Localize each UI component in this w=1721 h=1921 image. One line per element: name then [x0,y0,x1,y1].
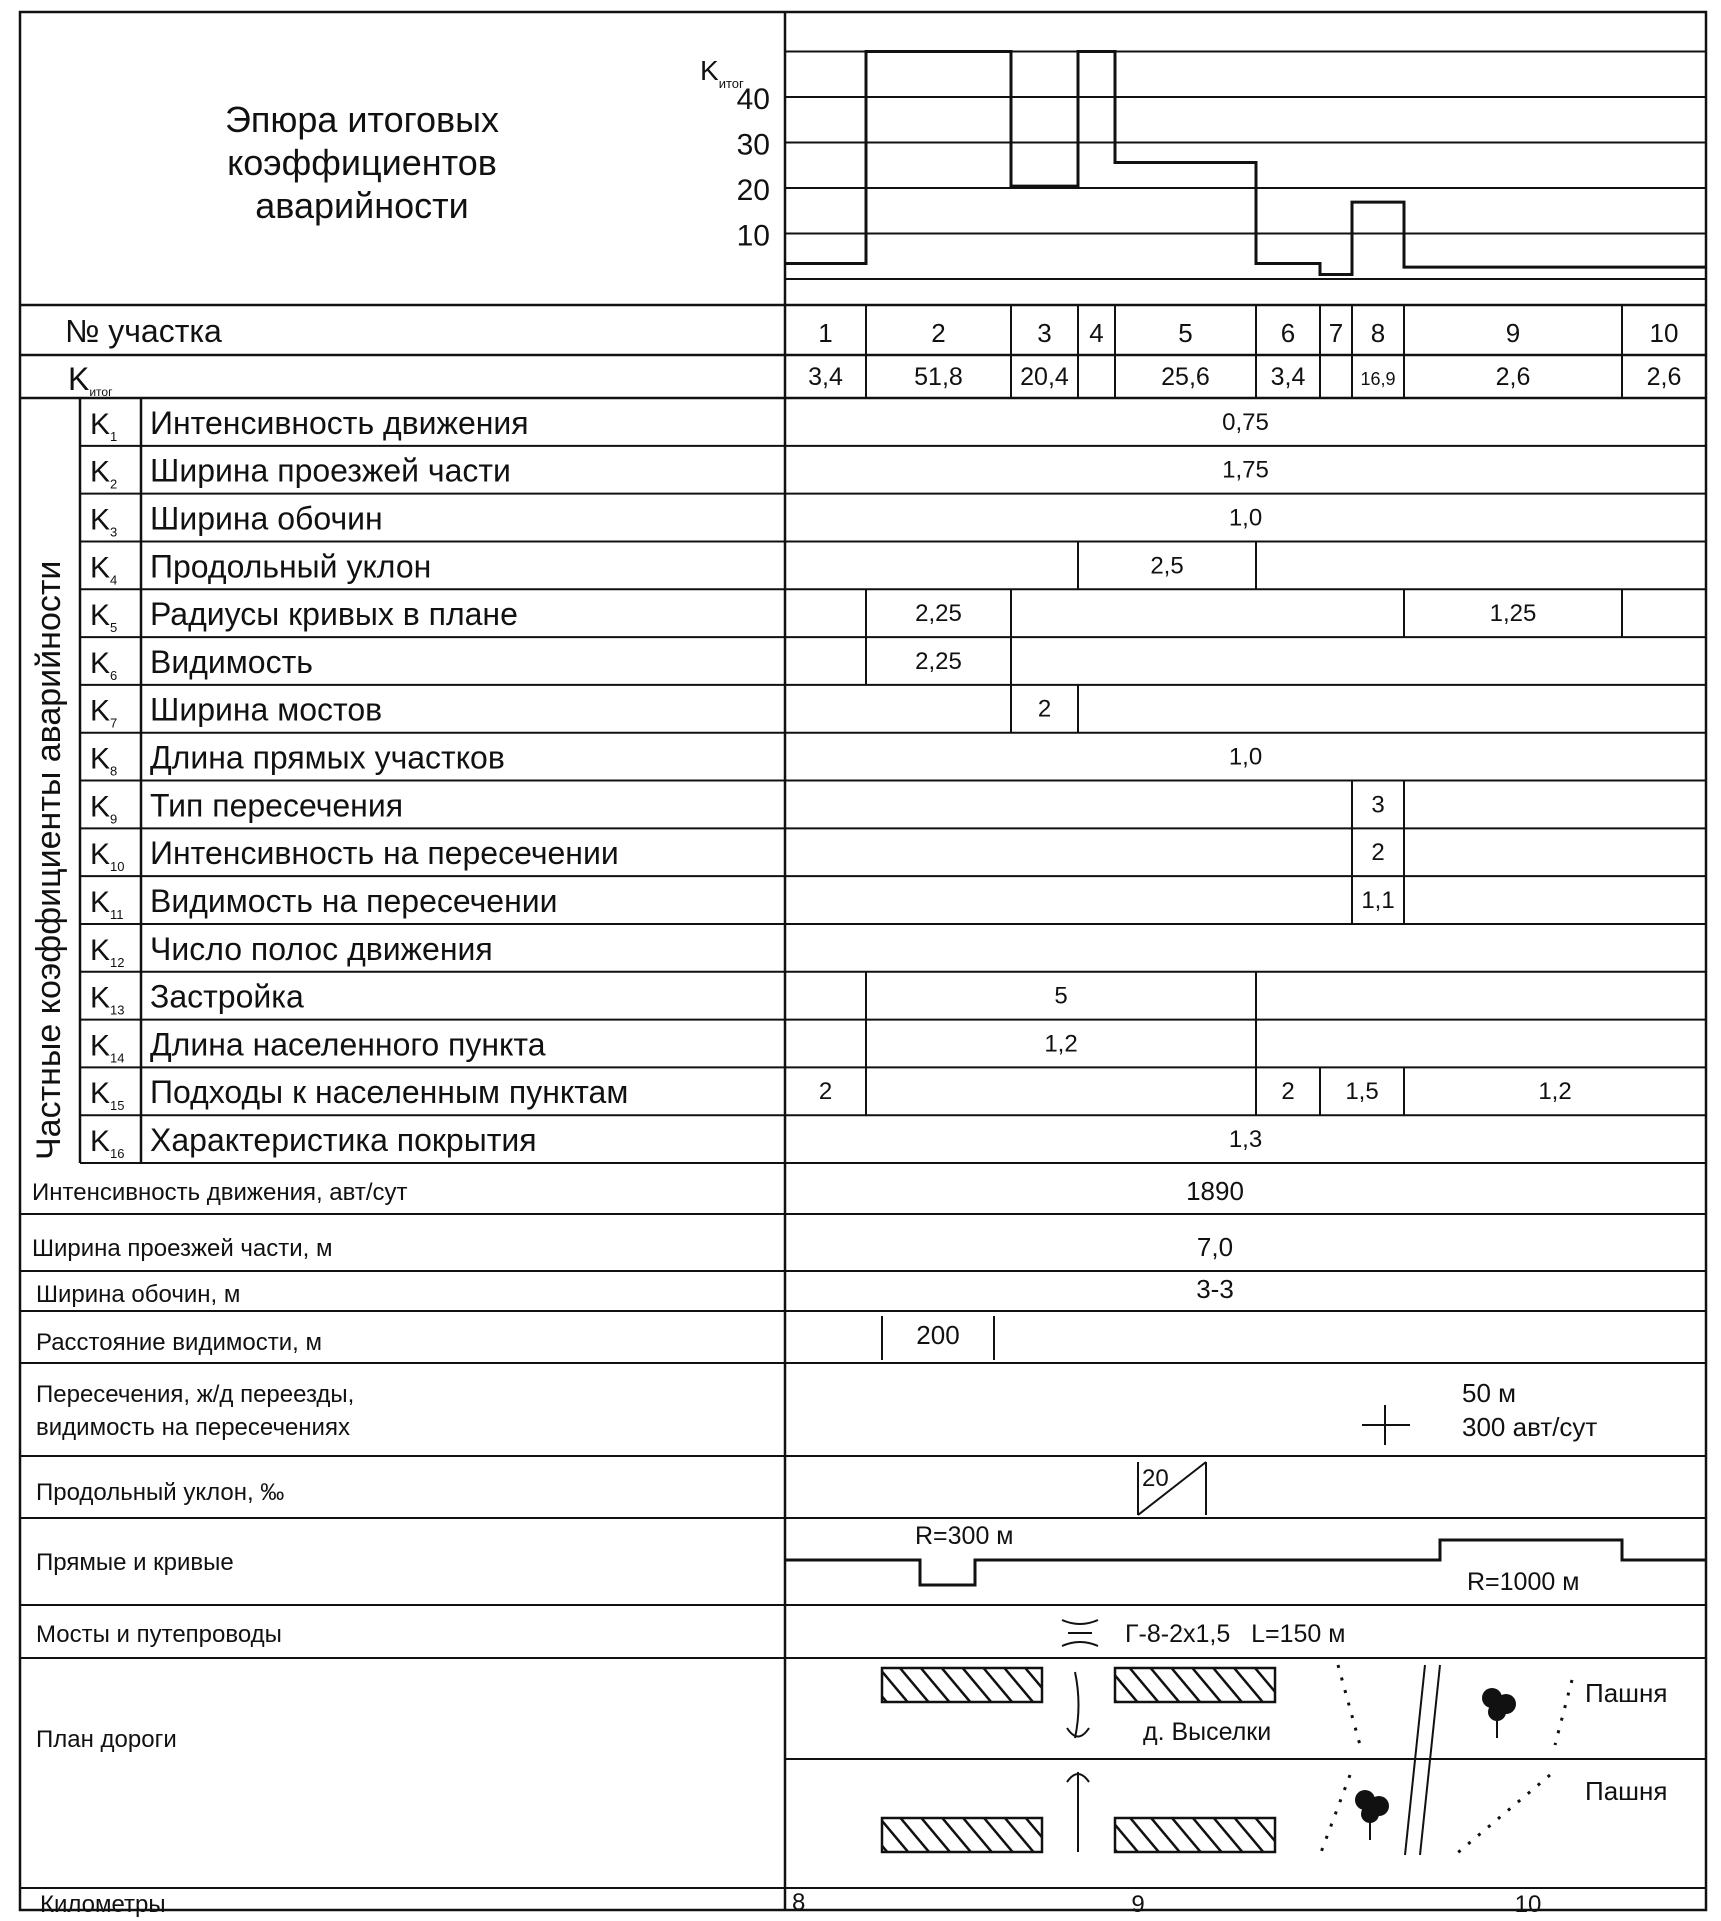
km-mark-9: 9 [1131,1891,1145,1918]
curve-radius-2: R=1000 м [1467,1568,1580,1596]
section-number: 9 [1505,318,1521,348]
coefficient-value: 1,0 [1228,743,1263,771]
coefficient-symbol: $K_5$ [90,599,118,636]
coefficient-symbol: $K_{14}$ [90,1029,125,1066]
coefficient-row [80,972,1706,1020]
coefficient-step-line [785,52,1706,275]
coefficient-rows [80,405,1706,1163]
coefficient-symbol: $K_4$ [90,551,118,588]
coefficient-value: 1,0 [1228,504,1263,532]
coefficient-symbol: $K_{10}$ [90,838,125,875]
chart-title-line-1: Эпюра итоговых [225,99,499,140]
coefficient-value: 0,75 [1222,408,1269,436]
section-number: 3 [1037,318,1052,348]
coefficient-symbol: $K_8$ [90,742,118,779]
coefficient-name: Ширина мостов [150,691,383,728]
coefficient-name: Продольный уклон [150,548,432,585]
coefficient-row [80,589,1706,637]
coefficient-symbol: $K_7$ [90,694,118,731]
shoulders-label: Ширина обочин, м [36,1281,241,1308]
coefficient-value: 1,1 [1361,886,1395,914]
bridge-icon [1062,1620,1098,1646]
curve-radius-1: R=300 м [915,1522,1014,1550]
intersections-label-line-2: видимость на пересечениях [36,1414,350,1441]
tree-icon [1482,1688,1516,1738]
section-number: 8 [1370,318,1386,348]
coefficient-row [80,405,1706,446]
coefficient-symbol: $K_2$ [90,455,118,492]
k-total-value: 51,8 [914,363,963,391]
coefficient-row [80,685,1706,733]
coefficient-name: Длина населенного пункта [150,1026,546,1063]
coefficient-name: Число полос движения [150,930,493,967]
y-tick-label: 30 [736,128,770,162]
bridge-value: Г-8-2х1,5 L=150 м [1125,1620,1346,1648]
k-total-value: 2,6 [1495,363,1531,391]
coefficient-value: 1,2 [1538,1078,1572,1106]
section-number: 2 [931,318,946,348]
coefficient-value: 2 [1281,1078,1295,1106]
y-tick-label: 20 [736,174,770,207]
coefficient-value: 2 [1371,839,1385,867]
coefficient-row [80,781,1706,829]
section-number: 6 [1280,318,1296,348]
coefficient-name: Интенсивность на пересечении [150,835,619,872]
coefficient-row [80,541,1706,589]
section-number: 4 [1089,318,1104,348]
coefficient-row [80,453,1706,494]
k-total-value: 2,6 [1646,363,1682,391]
intersection-distance: 50 м [1462,1378,1517,1408]
coefficient-name: Видимость [150,643,313,680]
k-total-value: 25,6 [1161,363,1210,391]
visibility-label: Расстояние видимости, м [36,1329,322,1356]
grade-label: Продольный уклон, ‰ [36,1479,285,1506]
coefficient-name: Застройка [150,978,304,1015]
coefficient-row [80,1067,1706,1115]
coefficient-name: Ширина проезжей части [150,452,511,489]
bridge-plan-symbol [1067,1672,1089,1852]
village-name: д. Выселки [1143,1718,1272,1746]
coefficient-value: 2,5 [1150,552,1184,580]
coefficient-name: Тип пересечения [150,787,404,824]
coefficient-name: Радиусы кривых в плане [150,596,518,633]
building-block [1115,1818,1275,1852]
k-total-values [808,363,1681,391]
coefficient-value: 1,25 [1489,600,1537,628]
coefficient-value: 2 [1037,695,1052,723]
y-tick-label: 40 [736,83,770,116]
k-total-value: 16,9 [1360,369,1396,389]
coefficient-name: Подходы к населенным пунктам [150,1074,629,1111]
coefficient-name: Видимость на пересечении [150,882,558,919]
coefficient-symbol: $K_{15}$ [90,1077,125,1114]
building-block [882,1668,1042,1702]
chart-title-line-3: аварийности [255,185,469,226]
k-total-value: 3,4 [1270,363,1306,391]
intersection-traffic: 300 авт/сут [1462,1412,1598,1442]
chart-title [225,99,499,226]
coefficient-value: 5 [1054,982,1068,1010]
coefficient-row [80,1122,1706,1163]
coefficient-symbol: $K_9$ [90,790,118,827]
k-total-value: 20,4 [1020,363,1069,391]
coefficient-value: 1,75 [1222,456,1269,484]
building-block [882,1818,1042,1852]
coefficient-row [80,637,1706,685]
km-mark-10: 10 [1514,1891,1542,1918]
coefficient-symbol: $K_6$ [90,646,118,683]
coefficient-row [80,1020,1706,1068]
coefficient-row [80,500,1706,541]
coefficient-row [80,740,1706,781]
chart-title-line-2: коэффициентов [227,142,497,183]
intersections-label-line-1: Пересечения, ж/д переезды, [36,1381,355,1408]
field-label-2: Пашня [1585,1776,1668,1806]
coefficient-row [80,931,1706,972]
section-number: 7 [1328,318,1344,348]
field-label-1: Пашня [1585,1678,1668,1708]
shoulders-value: 3-3 [1196,1274,1234,1304]
section-numbers [818,318,1678,348]
section-number: 5 [1178,318,1193,348]
y-axis-label: $K_{итог}$ [700,55,744,91]
traffic-value: 1890 [1186,1176,1244,1206]
intersection-cross-icon [1362,1405,1410,1445]
carriageway-label: Ширина проезжей части, м [32,1235,333,1262]
chart-gridlines [785,52,1706,280]
coefficient-symbol: $K_{12}$ [90,933,125,970]
road-data [20,1176,1706,1918]
building-block [1115,1668,1275,1702]
y-tick-label: 10 [736,219,770,253]
coefficient-value: 1,5 [1345,1078,1379,1106]
coefficient-value: 1,3 [1228,1126,1263,1153]
coefficient-symbol: $K_{11}$ [90,885,124,922]
coefficient-value: 3 [1371,791,1385,819]
coefficient-name: Ширина обочин [150,500,383,537]
k-total-label: Kитог [68,361,113,399]
coefficient-value: 1,2 [1044,1030,1078,1058]
km-label: Километры [40,1891,166,1918]
coefficient-symbol: $K_{13}$ [90,981,125,1018]
coefficient-row [80,828,1706,876]
traffic-label: Интенсивность движения, авт/сут [32,1179,408,1206]
coefficient-symbol: $K_1$ [90,407,118,444]
coefficient-value: 2 [818,1078,833,1106]
grade-value: 20 [1142,1465,1169,1492]
coefficient-symbol: $K_3$ [90,503,118,540]
bridges-label: Мосты и путепроводы [36,1621,282,1648]
coefficient-symbol: $K_{16}$ [90,1125,125,1161]
section-number: 1 [818,318,833,348]
coefficient-name: Интенсивность движения [150,404,529,441]
section-number: 10 [1649,318,1679,348]
y-tick-labels [737,83,770,253]
coefficient-name: Длина прямых участков [150,739,505,776]
coefficient-name: Характеристика покрытия [150,1122,537,1158]
carriageway-value: 7,0 [1196,1232,1234,1262]
group-label: Частные коэффициенты аварийности [30,560,68,1160]
section-header-label: № участка [65,313,222,349]
plan-label: План дороги [36,1726,177,1753]
coefficient-row [80,876,1706,924]
tree-icon [1355,1790,1389,1840]
coefficient-value: 2,25 [915,600,962,628]
curves-label: Прямые и кривые [36,1549,234,1576]
coefficient-value: 2,25 [915,647,962,675]
k-total-value: 3,4 [808,363,843,391]
visibility-value: 200 [916,1320,960,1350]
km-mark-8: 8 [792,1889,806,1916]
